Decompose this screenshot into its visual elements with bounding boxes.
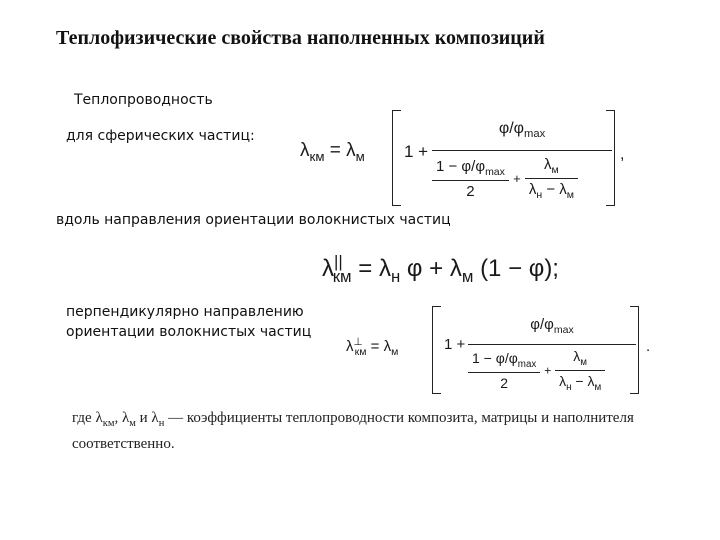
formula-spherical bbox=[300, 108, 630, 208]
formula-parallel: $\lambda^{||}_{км} = \lambda_н$ $\varphi + \lambda_м$ (1 − φ); bbox=[322, 252, 559, 286]
formula-perp-lhs: $\lambda^\perp_{км} = \lambda_м$ bbox=[346, 336, 399, 358]
label-perp-line1: перпендикулярно направлению bbox=[66, 304, 304, 320]
one-plus: 1 + bbox=[404, 142, 429, 161]
main-fraction-bar bbox=[468, 344, 636, 345]
page-title: Теплофизические свойства наполненных композиций bbox=[56, 27, 545, 49]
den-part-a: $\frac{1 - \varphi/\varphi_{max}}{2}$ + $\frac{\lambda_м}{\lambda_н - \lambda_м}$ bbox=[468, 348, 605, 393]
formula-period: . bbox=[646, 338, 651, 355]
label-conductivity: Теплопроводность bbox=[74, 92, 213, 108]
right-bracket bbox=[630, 306, 639, 394]
label-along: вдоль направления ориентации волокнистых частиц bbox=[56, 212, 451, 228]
left-bracket bbox=[392, 110, 401, 206]
formula-comma: , bbox=[620, 146, 625, 163]
fraction-numerator: $\varphi/\varphi_{max}$ bbox=[498, 120, 546, 141]
right-bracket bbox=[606, 110, 615, 206]
label-spherical: для сферических частиц: bbox=[66, 128, 255, 144]
label-perp-line2: ориентации волокнистых частиц bbox=[66, 324, 312, 340]
den-part-a: $\frac{1 - \varphi/\varphi_{max}}{2}$ + $\frac{\lambda_м}{\lambda_н - \lambda_м}$ bbox=[432, 156, 578, 201]
footnote: где $\lambda_{км}$, $\lambda_м$ и $\lambda_н$ — коэффициенты теплопроводности композита, матрицы и наполнителя соответственно. bbox=[72, 410, 634, 452]
fraction-numerator: $\varphi/\varphi_{max}$ bbox=[530, 316, 574, 336]
formula-perpendicular bbox=[346, 304, 666, 396]
formula-spherical-lhs: $\lambda_{км} = \lambda_м$ bbox=[300, 140, 365, 164]
main-fraction-bar bbox=[432, 150, 612, 151]
one-plus: 1 + bbox=[444, 336, 466, 353]
left-bracket bbox=[432, 306, 441, 394]
